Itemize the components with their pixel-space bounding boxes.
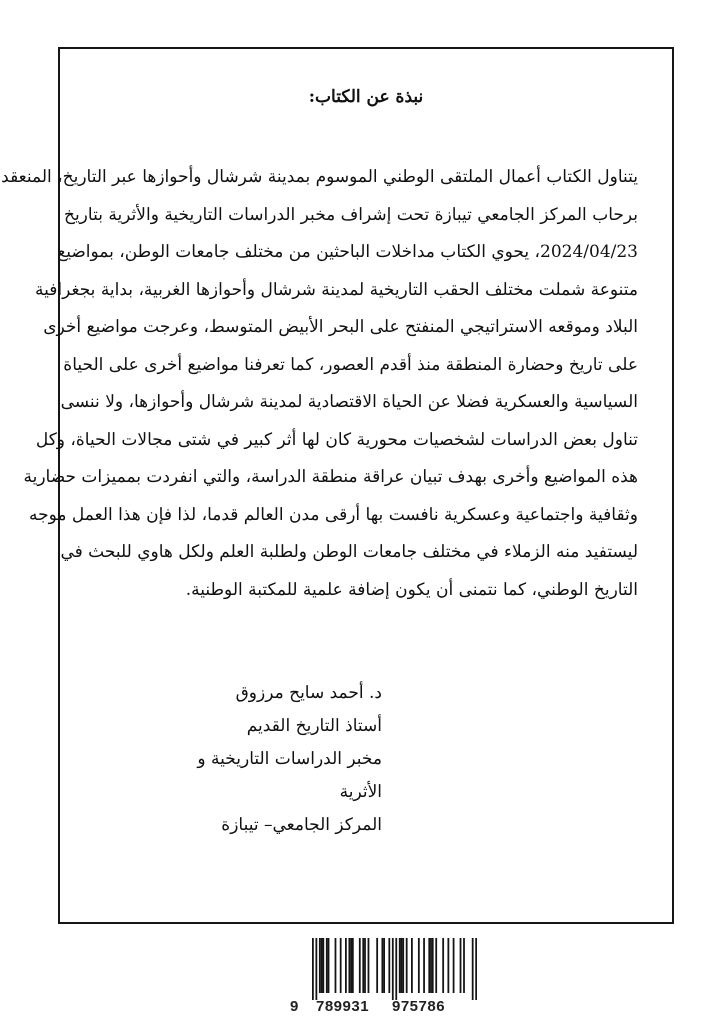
barcode-bar: [362, 938, 364, 993]
barcode-bar: [383, 938, 385, 993]
barcode-bar: [463, 938, 465, 993]
paragraph-line: تناول بعض الدراسات لشخصيات محورية كان لها أثر كبير في شتى مجالات الحياة، وكل: [35, 429, 638, 450]
barcode-bar: [359, 938, 361, 993]
barcode-bar: [418, 938, 420, 993]
barcode-bar: [411, 938, 413, 993]
barcode-bar: [447, 938, 449, 993]
barcode-guard-bar: [315, 938, 317, 1000]
paragraph-line: البلاد وموقعه الاستراتيجي المنفتح على البحر الأبيض المتوسط، وعرجت مواضيع أخرى: [43, 317, 638, 337]
author-lab: مخبر الدراسات التاريخية و الأثرية: [197, 749, 382, 802]
barcode-bar: [460, 938, 462, 993]
section-heading: نبذة عن الكتاب:: [308, 87, 424, 107]
paragraph-line: هذه المواضيع وأخرى بهدف تبيان عراقة منطقة الدراسة، والتي انفردت بمميزات حضارية: [23, 467, 638, 487]
barcode-guard-bar: [395, 938, 397, 1000]
barcode-bar: [340, 938, 342, 993]
barcode-bar: [350, 938, 352, 993]
paragraph-line: السياسية والعسكرية فضلا عن الحياة الاقتصادية لمدينة شرشال وأحوازها، ولا ننسى: [60, 392, 638, 412]
author-title: أستاذ التاريخ القديم: [246, 716, 382, 736]
barcode-bar: [442, 938, 444, 993]
paragraph-line: 2024/04/23، يحوي الكتاب مداخلات الباحثين من مختلف جامعات الوطن، بمواضيع: [57, 242, 638, 262]
barcode-digits-left: 789931: [316, 998, 370, 1015]
barcode-bar: [348, 938, 350, 993]
barcode-guard-bar: [472, 938, 474, 1000]
barcode-guard-bar: [312, 938, 314, 1000]
barcode-bar: [402, 938, 404, 993]
barcode-bar: [401, 938, 403, 993]
barcode-bar: [381, 938, 383, 993]
barcode-bar: [453, 938, 455, 993]
barcode-bar: [428, 938, 430, 993]
paragraph-line: متنوعة شملت مختلف الحقب التاريخية لمدينة شرشال وأحوازها الغربية، بداية بجغرافية: [35, 279, 638, 300]
barcode-guard-bar: [475, 938, 477, 1000]
barcode-bar: [430, 938, 432, 993]
book-summary-paragraph: [1, 159, 638, 609]
barcode-bar: [406, 938, 408, 993]
author-name: د. أحمد سايح مرزوق: [235, 683, 382, 703]
barcode-bar: [435, 938, 437, 993]
barcode-bar: [423, 938, 425, 993]
barcode-guard-bar: [392, 938, 394, 1000]
barcode-bar: [322, 938, 324, 993]
author-institution: المركز الجامعي– تيبازة: [221, 815, 382, 835]
paragraph-line: على تاريخ وحضارة المنطقة منذ أقدم العصور، كما تعرفنا مواضيع أخرى على الحياة: [63, 354, 638, 375]
barcode-bar: [388, 938, 390, 993]
barcode-bars: [312, 938, 477, 1000]
paragraph-line: التاريخ الوطني، كما نتمنى أن يكون إضافة علمية للمكتبة الوطنية.: [185, 579, 638, 600]
author-signature-block: [82, 677, 382, 842]
barcode-bar: [352, 938, 354, 993]
barcode-bar: [319, 938, 321, 993]
paragraph-line: يتناول الكتاب أعمال الملتقى الوطني الموسوم بمدينة شرشال وأحوازها عبر التاريخ، المنعقد: [1, 167, 638, 187]
barcode-bar: [335, 938, 337, 993]
barcode-bar: [364, 938, 366, 993]
barcode-digit-first: 9: [290, 998, 299, 1015]
barcode-bar: [376, 938, 378, 993]
isbn-barcode: [290, 928, 495, 1020]
paragraph-line: ليستفيد منه الزملاء في مختلف جامعات الوطن ولطلبة العلم ولكل هاوي للبحث في: [60, 542, 638, 562]
page-frame: [1, 47, 674, 924]
barcode-bar: [345, 938, 347, 993]
barcode-bar: [321, 938, 323, 993]
paragraph-line: برحاب المركز الجامعي تيبازة تحت إشراف مخبر الدراسات التاريخية والأثرية بتاريخ: [63, 204, 638, 225]
barcode-bar: [326, 938, 328, 993]
barcode-bar: [328, 938, 330, 993]
barcode-bar: [368, 938, 370, 993]
barcode-bar: [432, 938, 434, 993]
barcode-bar: [399, 938, 401, 993]
barcode-digits-right: 975786: [392, 998, 446, 1015]
paragraph-line: وثقافية واجتماعية وعسكرية نافست بها أرقى مدن العالم قدما، لذا فإن هذا العمل موجه: [29, 504, 638, 525]
